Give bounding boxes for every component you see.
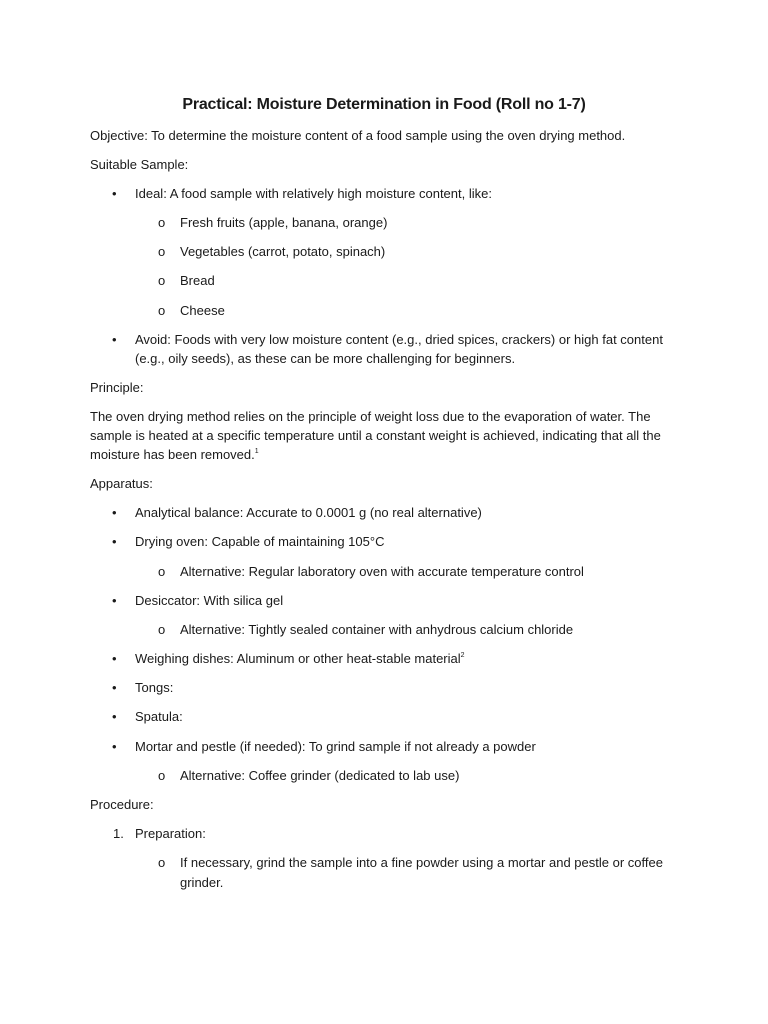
apparatus-oven: Drying oven: Capable of maintaining 105°C	[135, 534, 385, 549]
ideal-text: Ideal: A food sample with relatively high moisture content, like:	[135, 186, 492, 201]
footnote-ref-1[interactable]: 1	[254, 448, 259, 455]
principle-text-line3-content: moisture has been removed.	[90, 447, 255, 462]
procedure-step1: Preparation:	[135, 826, 206, 841]
principle-text-line2: sample is heated at a specific temperature until a constant weight is achieved, indicating that all the	[90, 428, 661, 443]
bullet-marker: •	[112, 593, 117, 608]
principle-heading: Principle:	[90, 380, 144, 395]
avoid-text-line2: (e.g., oily seeds), as these can be more challenging for beginners.	[135, 351, 516, 366]
bullet-marker: •	[112, 332, 117, 347]
step-number: 1.	[113, 826, 124, 841]
ideal-item-fruits: Fresh fruits (apple, banana, orange)	[180, 215, 388, 230]
procedure-heading: Procedure:	[90, 797, 154, 812]
bullet-marker: •	[112, 186, 117, 201]
footnote-ref-2[interactable]: 2	[460, 652, 465, 659]
document-title: Practical: Moisture Determination in Food (Roll no 1-7)	[182, 96, 586, 113]
apparatus-mortar-alternative: Alternative: Coffee grinder (dedicated to lab use)	[180, 768, 460, 783]
ideal-item-cheese: Cheese	[180, 303, 225, 318]
apparatus-oven-alternative: Alternative: Regular laboratory oven with accurate temperature control	[180, 564, 584, 579]
ideal-item-bread: Bread	[180, 273, 215, 288]
bullet-marker: •	[112, 680, 117, 695]
suitable-sample-heading: Suitable Sample:	[90, 157, 189, 172]
principle-text-line3	[90, 445, 670, 465]
procedure-step1-sub-line1: If necessary, grind the sample into a fine powder using a mortar and pestle or coffee	[180, 855, 663, 870]
apparatus-tongs: Tongs:	[135, 680, 174, 695]
sub-bullet-marker: o	[158, 273, 166, 288]
apparatus-dishes-text: Weighing dishes: Aluminum or other heat-stable material	[135, 651, 461, 666]
sub-bullet-marker: o	[158, 244, 166, 259]
sub-bullet-marker: o	[158, 768, 166, 783]
sub-bullet-marker: o	[158, 855, 166, 870]
objective-text: Objective: To determine the moisture content of a food sample using the oven drying method.	[90, 128, 626, 143]
apparatus-mortar: Mortar and pestle (if needed): To grind sample if not already a powder	[135, 739, 536, 754]
bullet-marker: •	[112, 505, 117, 520]
apparatus-desiccator-alternative: Alternative: Tightly sealed container with anhydrous calcium chloride	[180, 622, 574, 637]
bullet-marker: •	[112, 709, 117, 724]
procedure-step1-sub-line2: grinder.	[180, 875, 224, 890]
avoid-text-line1: Avoid: Foods with very low moisture content (e.g., dried spices, crackers) or high fat content	[135, 332, 663, 347]
apparatus-spatula: Spatula:	[135, 709, 183, 724]
sub-bullet-marker: o	[158, 622, 166, 637]
bullet-marker: •	[112, 651, 117, 666]
sub-bullet-marker: o	[158, 564, 166, 579]
principle-text-line1: The oven drying method relies on the principle of weight loss due to the evaporation of water. The	[90, 409, 651, 424]
apparatus-balance: Analytical balance: Accurate to 0.0001 g (no real alternative)	[135, 505, 482, 520]
apparatus-dishes	[135, 649, 670, 669]
apparatus-heading: Apparatus:	[90, 476, 153, 491]
ideal-item-vegetables: Vegetables (carrot, potato, spinach)	[180, 244, 386, 259]
bullet-marker: •	[112, 739, 117, 754]
bullet-marker: •	[112, 534, 117, 549]
sub-bullet-marker: o	[158, 303, 166, 318]
sub-bullet-marker: o	[158, 215, 166, 230]
apparatus-desiccator: Desiccator: With silica gel	[135, 593, 284, 608]
